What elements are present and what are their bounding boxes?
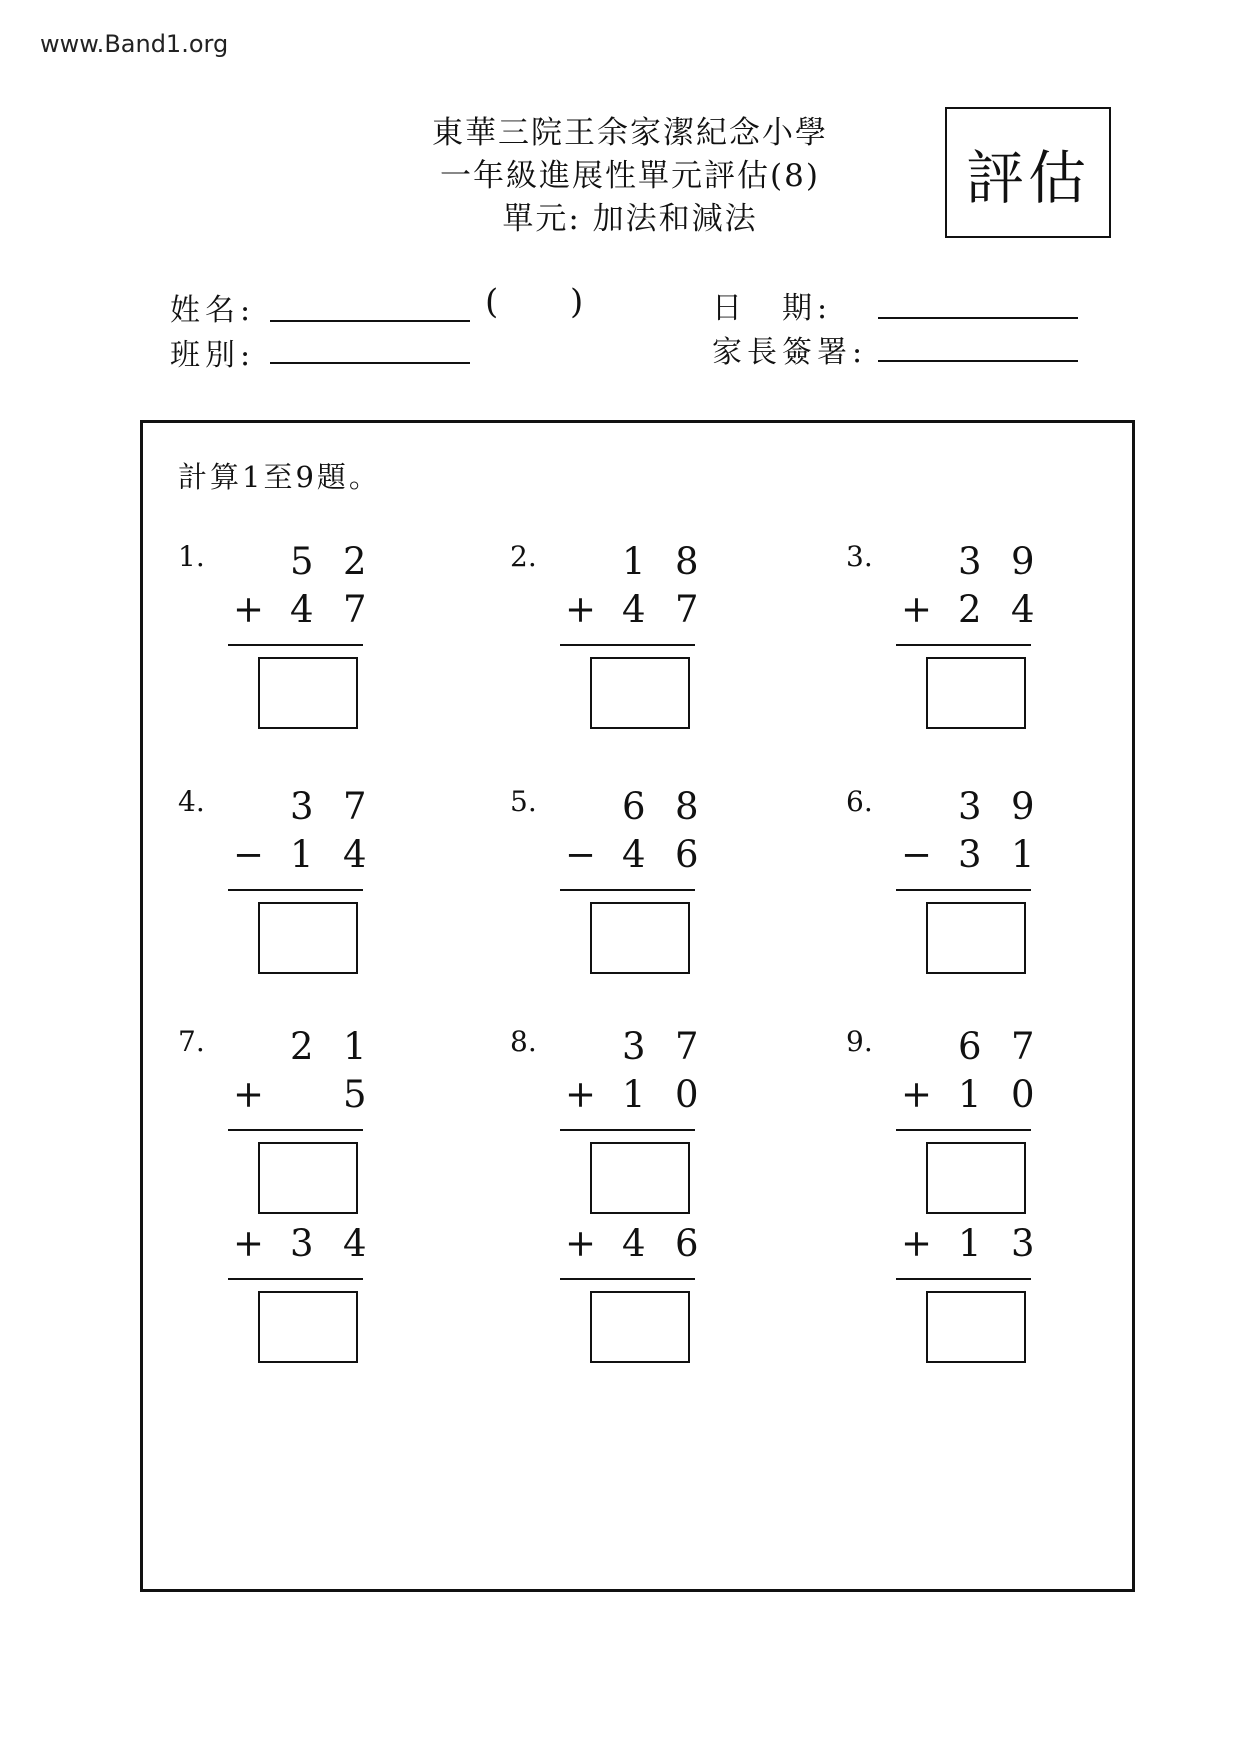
operator: + [565,1222,597,1265]
first-addend [555,785,705,829]
digit-ones: 0 [1011,1073,1035,1116]
digit-tens: 3 [958,833,982,876]
digit-tens: 4 [290,588,314,631]
name-label: 姓名: [170,293,256,328]
date-field[interactable] [878,317,1078,319]
second-operand [555,833,705,877]
sum-line [228,1278,363,1280]
second-operand [223,833,373,877]
digit-ones: 7 [343,588,367,631]
digit-ones: 4 [343,1222,367,1265]
answer-box[interactable] [590,902,690,974]
digit-tens: 6 [622,785,646,828]
digit-ones: 4 [1011,588,1035,631]
problem-number: 6. [846,785,873,818]
second-operand [891,833,1041,877]
problem-number: 4. [178,785,205,818]
digit-tens: 6 [958,1025,982,1068]
digit-ones: 1 [343,1025,367,1068]
third-operand [555,1222,705,1266]
class-field[interactable] [270,362,470,364]
problem-8 [510,1025,810,1445]
sum-line [560,889,695,891]
sum-line [896,644,1031,646]
digit-tens: 4 [622,1222,646,1265]
instruction: 計算1至9題。 [178,460,381,494]
problem-number: 2. [510,540,537,573]
sum-line [896,1129,1031,1131]
digit-ones: 7 [343,785,367,828]
digit-tens: 1 [958,1073,982,1116]
digit-ones: 0 [675,1073,699,1116]
second-operand [891,1073,1041,1117]
first-addend [891,785,1041,829]
digit-ones: 1 [1011,833,1035,876]
second-operand [891,588,1041,632]
digit-tens: 2 [290,1025,314,1068]
digit-tens: 4 [622,588,646,631]
first-addend [223,540,373,584]
problem-number: 5. [510,785,537,818]
site-url: www.Band1.org [40,30,229,58]
name-field[interactable] [270,320,470,322]
operator: + [565,588,597,631]
second-operand [223,1073,373,1117]
digit-tens: 1 [622,1073,646,1116]
problem-7 [178,1025,478,1445]
answer-box[interactable] [590,1291,690,1363]
sum-line [560,644,695,646]
digit-tens: 2 [958,588,982,631]
first-addend [555,540,705,584]
digit-ones: 8 [675,540,699,583]
digit-ones: 6 [675,1222,699,1265]
operator: + [901,588,933,631]
problem-9 [846,1025,1146,1445]
digit-tens: 3 [958,540,982,583]
operator: − [565,833,597,876]
digit-ones: 7 [675,1025,699,1068]
digit-ones: 3 [1011,1222,1035,1265]
answer-box[interactable] [258,1291,358,1363]
class-number-open: ( [485,282,499,322]
answer-box[interactable] [926,902,1026,974]
digit-ones: 9 [1011,785,1035,828]
digit-ones: 2 [343,540,367,583]
digit-tens: 3 [290,785,314,828]
operator: + [901,1073,933,1116]
digit-tens: 4 [622,833,646,876]
problem-number: 9. [846,1025,873,1058]
digit-tens: 3 [290,1222,314,1265]
digit-ones: 5 [343,1073,367,1116]
class-number-close: ) [570,282,584,322]
digit-ones: 8 [675,785,699,828]
digit-ones: 7 [1011,1025,1035,1068]
operator: + [233,588,265,631]
answer-box[interactable] [926,1142,1026,1214]
answer-box[interactable] [926,657,1026,729]
problem-number: 8. [510,1025,537,1058]
second-operand [223,588,373,632]
worksheet-header [400,112,860,241]
answer-box[interactable] [258,1142,358,1214]
answer-box[interactable] [258,902,358,974]
digit-ones: 7 [675,588,699,631]
assessment-badge: 評估 [945,107,1111,238]
school-name: 東華三院王余家潔紀念小學 [432,115,828,151]
third-operand [891,1222,1041,1266]
operator: + [233,1222,265,1265]
problem-number: 3. [846,540,873,573]
first-addend [555,1025,705,1069]
problem-number: 7. [178,1025,205,1058]
answer-box[interactable] [258,657,358,729]
sum-line [228,889,363,891]
digit-ones: 9 [1011,540,1035,583]
digit-tens: 3 [958,785,982,828]
sum-line [896,1278,1031,1280]
sum-line [896,889,1031,891]
unit-title: 單元: 加法和減法 [502,201,758,237]
first-addend [891,540,1041,584]
problem-number: 1. [178,540,205,573]
operator: + [565,1073,597,1116]
first-addend [223,1025,373,1069]
sum-line [560,1129,695,1131]
date-label: 日 期: [712,291,833,326]
digit-ones: 6 [675,833,699,876]
operator: − [233,833,265,876]
second-operand [555,1073,705,1117]
third-operand [223,1222,373,1266]
digit-tens: 5 [290,540,314,583]
digit-tens: 1 [290,833,314,876]
digit-tens: 1 [622,540,646,583]
second-operand [555,588,705,632]
answer-box[interactable] [590,657,690,729]
assessment-title: 一年級進展性單元評估(8) [440,158,820,194]
answer-box[interactable] [590,1142,690,1214]
digit-ones: 4 [343,833,367,876]
sum-line [560,1278,695,1280]
sum-line [228,644,363,646]
parent-signature-label: 家長簽署: [712,335,868,370]
digit-tens: 1 [958,1222,982,1265]
operator: − [901,833,933,876]
parent-signature-field[interactable] [878,360,1078,362]
operator: + [901,1222,933,1265]
answer-box[interactable] [926,1291,1026,1363]
first-addend [891,1025,1041,1069]
first-addend [223,785,373,829]
class-label: 班別: [170,338,256,373]
digit-tens: 3 [622,1025,646,1068]
sum-line [228,1129,363,1131]
operator: + [233,1073,265,1116]
